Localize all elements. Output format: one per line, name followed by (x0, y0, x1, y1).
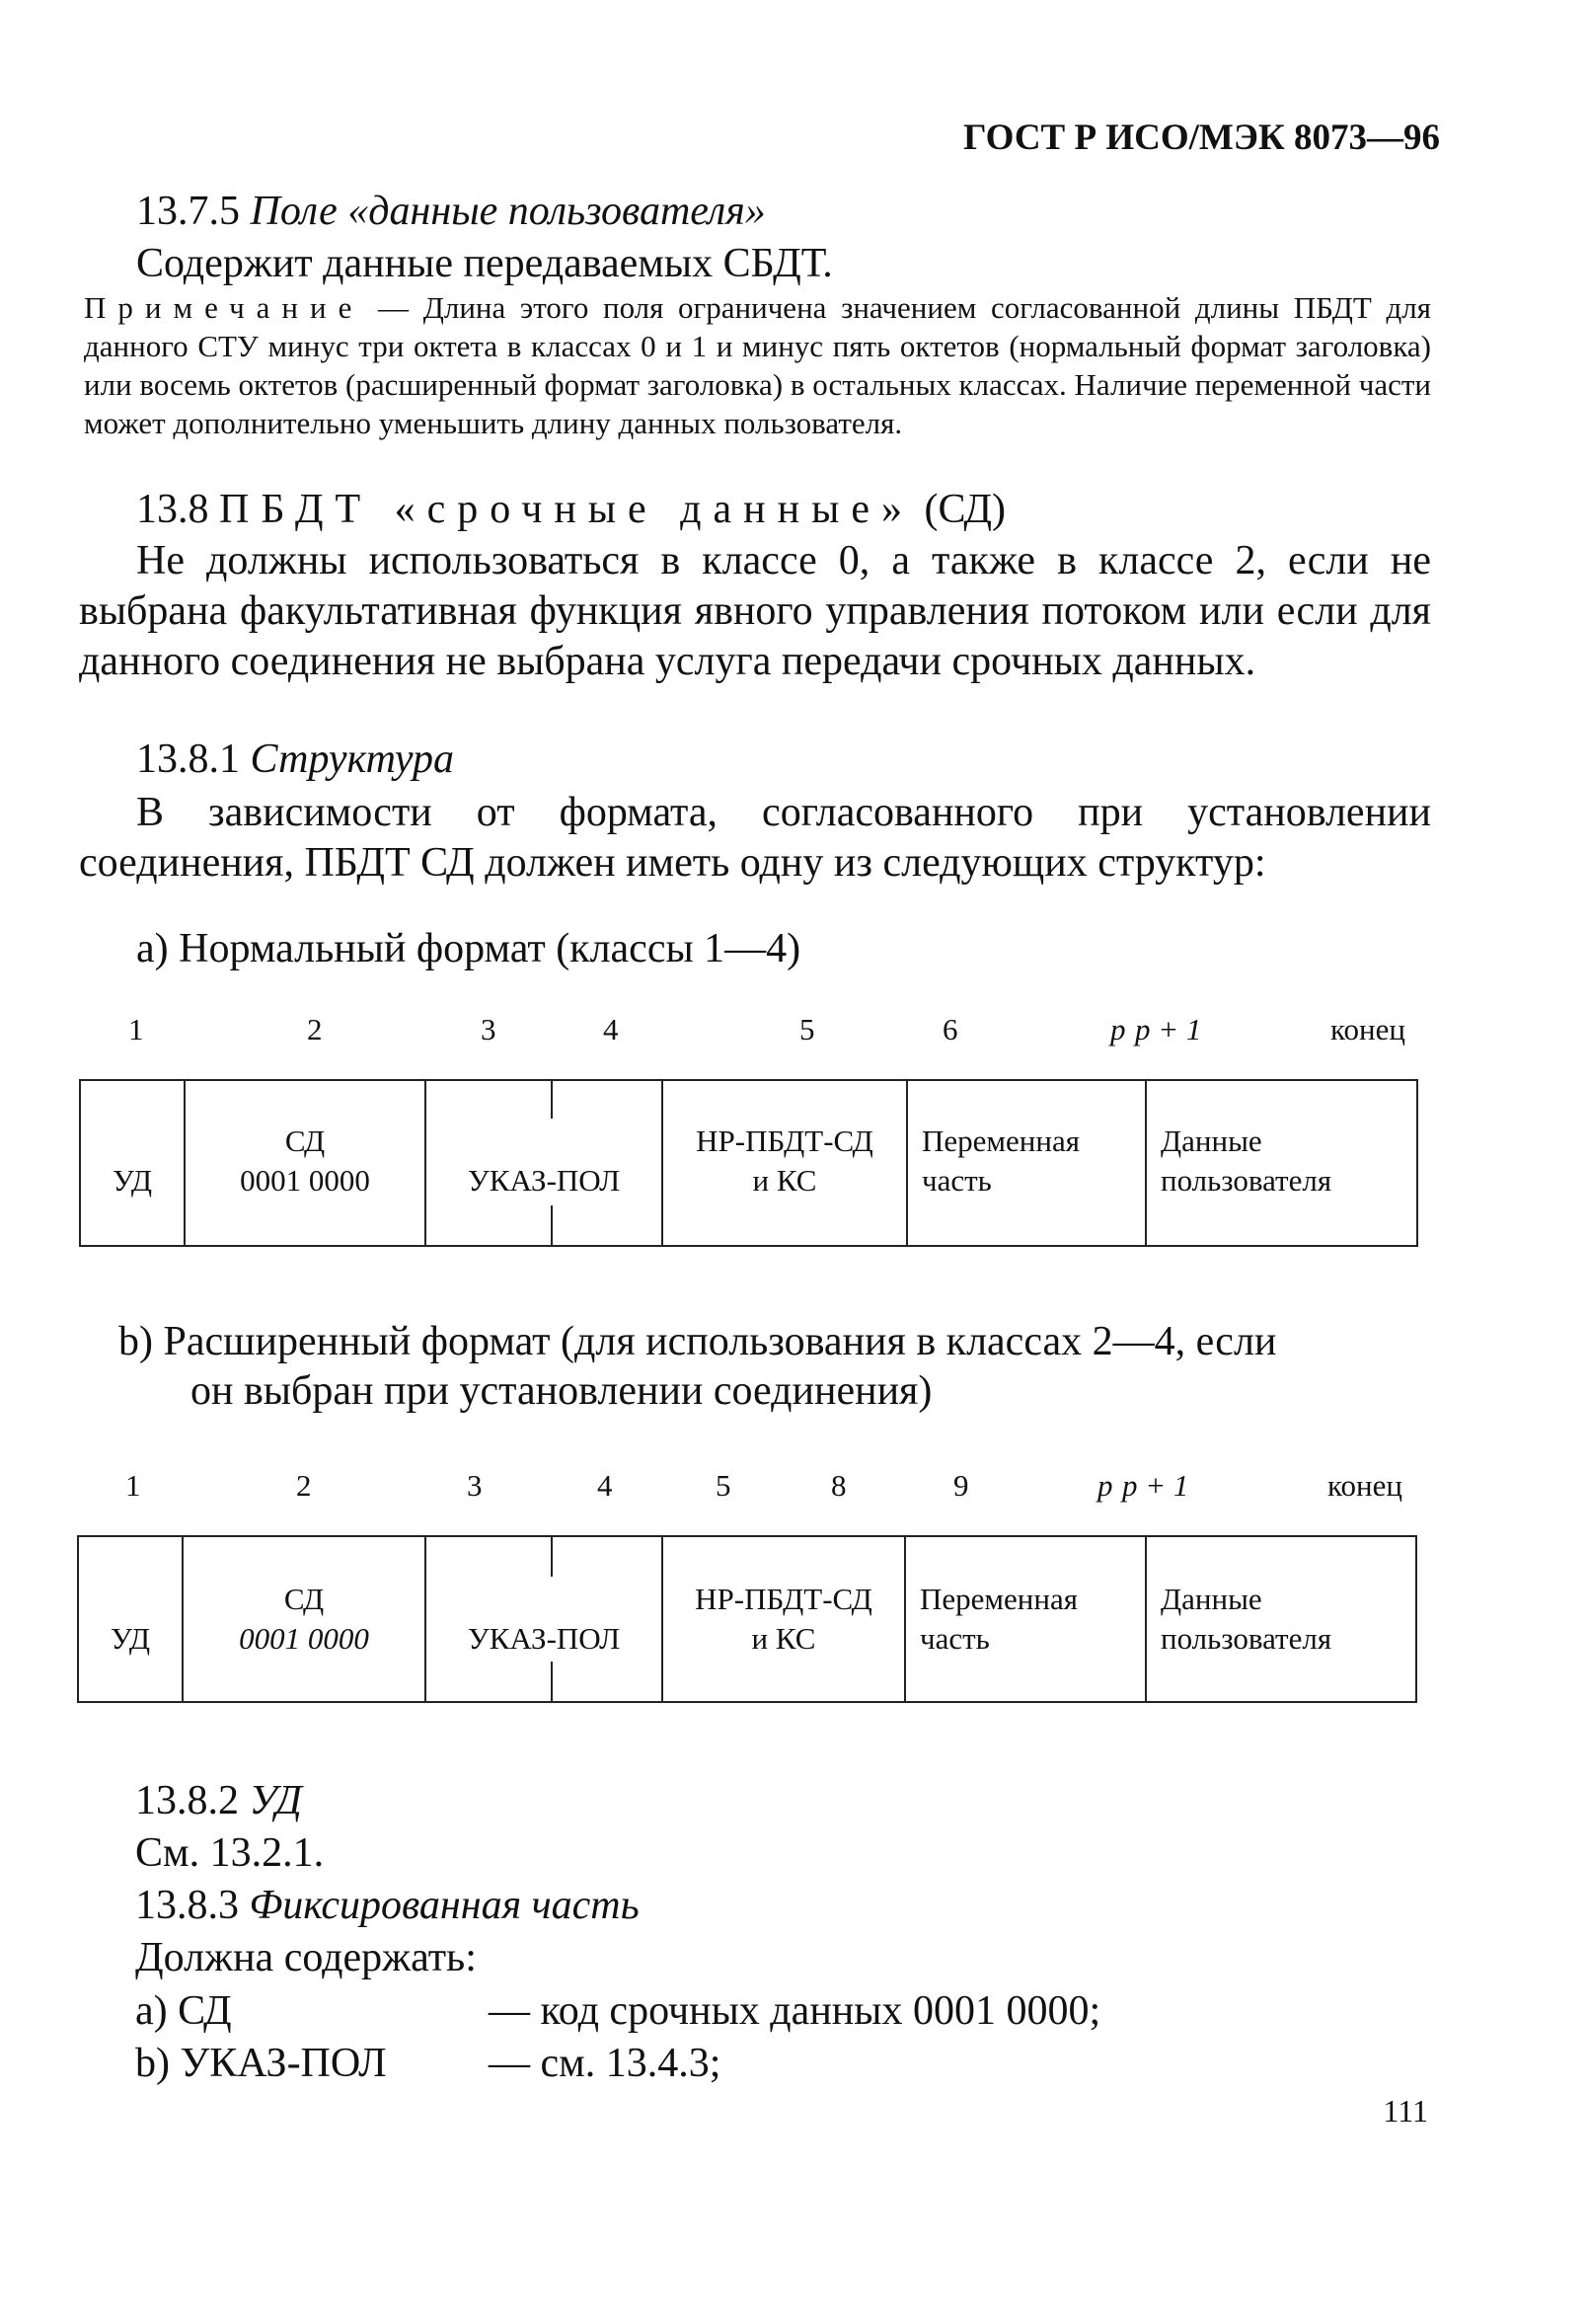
section-13-8-1-body: В зависимости от формата, согласованного при установлении соединения, ПБДТ СД должен иметь одну из следующих структур: (79, 790, 1431, 886)
octet-number: 1 (128, 1012, 144, 1046)
section-13-8-3-intro: Должна содержать: (135, 1935, 477, 1980)
octet-number: 5 (799, 1012, 815, 1046)
list-item-text: — код срочных данных 0001 0000; (489, 1988, 1101, 2034)
format-b-caption-line1: b) Расширенный формат (для использования в классах 2—4, если (118, 1319, 1277, 1364)
octet-number: p (1097, 1468, 1113, 1503)
cell-user-data: Данные пользователя (1145, 1537, 1415, 1701)
list-item-text: — см. 13.4.3; (489, 2041, 721, 2086)
section-13-8-body: Не должны использоваться в классе 0, а также в классе 2, если не выбрана факультативная функция явного управления потоком или если для данного соединения не выбрана услуга передачи срочных данных. (79, 538, 1431, 684)
section-title: Структура (250, 736, 454, 782)
note-paragraph (84, 288, 1431, 442)
octet-number: 9 (953, 1468, 969, 1503)
section-13-8-2-body: См. 13.2.1. (135, 1830, 325, 1876)
bit-boundary-tick (551, 1537, 553, 1577)
cell-nr-pbdt-sd: НР-ПБДТ-СД и КС (661, 1537, 904, 1701)
format-b-structure-table (77, 1535, 1417, 1703)
octet-number: p + 1 (1135, 1012, 1202, 1046)
format-a-caption: a) Нормальный формат (классы 1—4) (136, 926, 801, 971)
octet-number: 2 (296, 1468, 312, 1503)
cell-variable-part: Переменная часть (904, 1537, 1145, 1701)
octet-number: 8 (831, 1468, 847, 1503)
cell-ukaz-pol: УКАЗ-ПОЛ (424, 1081, 661, 1245)
octet-number: 4 (603, 1012, 619, 1046)
section-title: УД (249, 1778, 302, 1823)
list-item-label: b) УКАЗ-ПОЛ (135, 2041, 387, 2086)
section-13-8-2-heading (135, 1777, 302, 1824)
bit-boundary-tick (551, 1662, 553, 1701)
section-title: Поле «данные пользователя» (250, 189, 766, 234)
section-13-7-5-body: Содержит данные передаваемых СБДТ. (136, 241, 833, 286)
cell-variable-part: Переменная часть (906, 1081, 1145, 1245)
octet-number: 2 (307, 1012, 323, 1046)
cell-ukaz-pol: УКАЗ-ПОЛ (424, 1537, 661, 1701)
section-number: 13.7.5 (136, 189, 240, 234)
section-number: 13.8 (136, 487, 209, 532)
note-label: Примечание (84, 290, 364, 325)
section-title: ПБДТ «срочные данные» (219, 487, 914, 532)
bit-boundary-tick (551, 1205, 553, 1245)
octet-number: 6 (943, 1012, 958, 1046)
cell-nr-pbdt-sd: НР-ПБДТ-СД и КС (661, 1081, 906, 1245)
section-abbr: (СД) (924, 487, 1007, 532)
format-b-caption-line2: он выбран при установлении соединения) (190, 1368, 933, 1414)
octet-number: 5 (716, 1468, 731, 1503)
octet-number: p (1110, 1012, 1126, 1046)
page-number: 111 (1383, 2093, 1428, 2129)
cell-ud: УД (113, 1163, 152, 1198)
cell-user-data: Данные пользователя (1145, 1081, 1416, 1245)
section-number: 13.8.2 (135, 1778, 239, 1823)
section-13-7-5-heading (136, 188, 766, 235)
cell-sd: СД 0001 0000 (184, 1081, 424, 1245)
octet-number: 3 (467, 1468, 483, 1503)
cell-sd: СД 0001 0000 (182, 1537, 424, 1701)
section-number: 13.8.1 (136, 736, 240, 782)
section-13-8-heading (136, 486, 1006, 533)
format-a-structure-table (79, 1079, 1418, 1247)
octet-number: конец (1330, 1012, 1405, 1046)
octet-number: 1 (125, 1468, 141, 1503)
octet-number: конец (1327, 1468, 1402, 1503)
section-13-8-1-heading (136, 736, 454, 783)
section-title: Фиксированная часть (249, 1883, 640, 1928)
list-item-label: a) СД (135, 1988, 232, 2034)
octet-number: 3 (481, 1012, 496, 1046)
section-13-8-3-heading (135, 1882, 640, 1929)
octet-number: 4 (597, 1468, 613, 1503)
cell-ud: УД (111, 1621, 150, 1656)
bit-boundary-tick (551, 1081, 553, 1119)
document-header: ГОСТ Р ИСО/МЭК 8073—96 (962, 117, 1440, 158)
section-number: 13.8.3 (135, 1883, 239, 1928)
octet-number: p + 1 (1122, 1468, 1189, 1503)
note-text: — Длина этого поля ограничена значением согласованной длины ПБДТ для данного СТУ минус три октета в классах 0 и 1 и минус пять октетов (нормальный формат заголовка) или восемь октетов (расширенный формат заголовка) в остальных классах. Наличие переменной части может дополнительно уменьшить длину данных пользователя. (84, 290, 1431, 440)
